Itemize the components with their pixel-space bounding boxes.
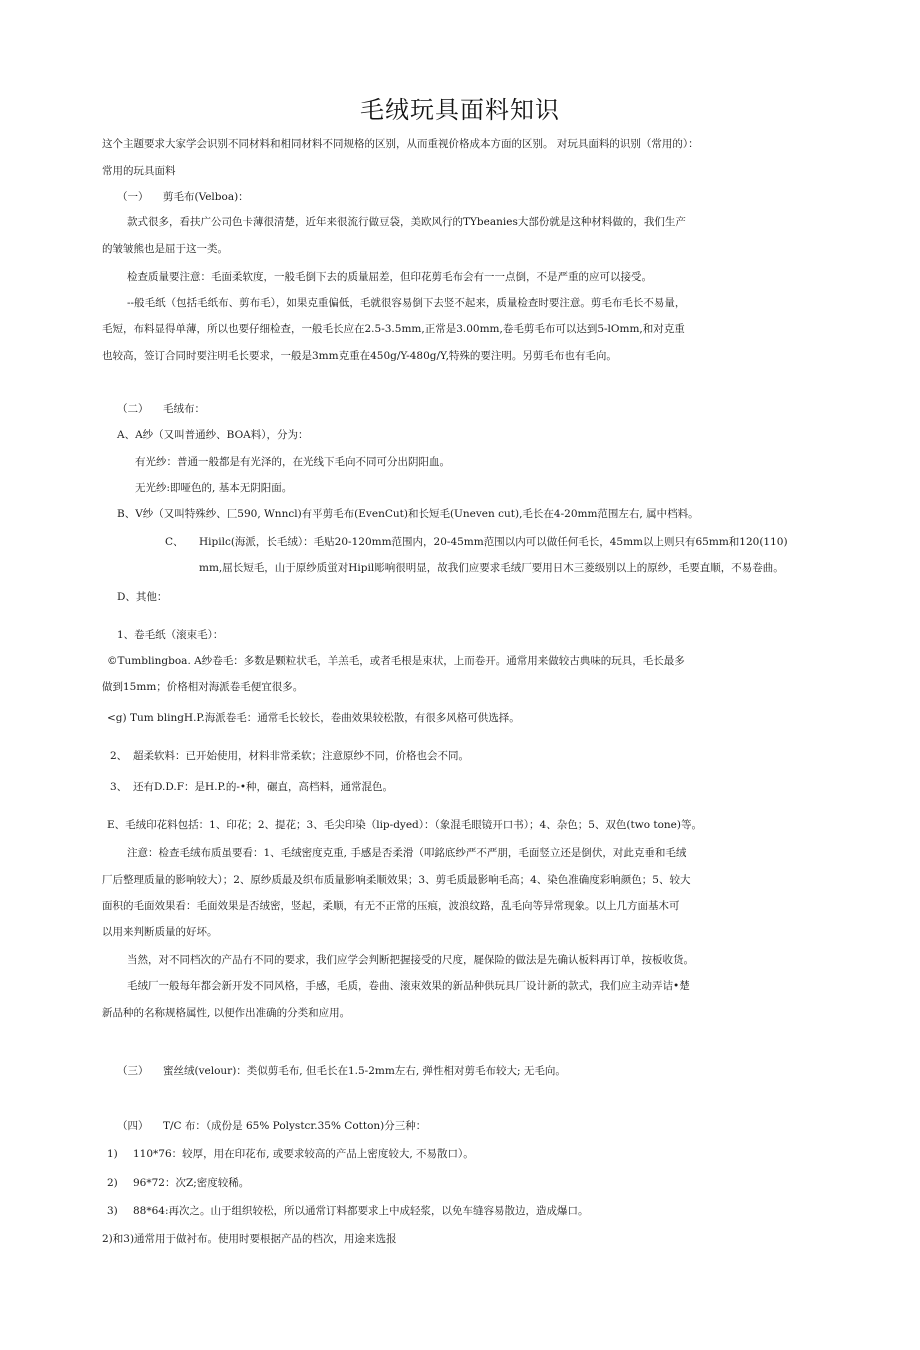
paragraph-line: 2)和3)通常用于做衬布。使用时要根据产品的档次，用途来选报 [102, 1233, 397, 1245]
paragraph-line: 检查质量要注意：毛面柔软度，一般毛倒下去的质量屈差，但印花剪毛布会有一一点倒，不是严重的应可以接受。 [127, 271, 652, 283]
section-number: （三） [117, 1065, 149, 1077]
paragraph-line: 的皱皱熊也是屈于这一类。 [102, 243, 228, 255]
list-text: 88*64:再次之。山于组织较松，所以通常订料都要求上中成轻浆，以免车缝容易散边，造成爆口。 [133, 1205, 589, 1217]
paragraph-line: --般毛纸（包括毛纸布、剪布毛），如果克重偏低，毛就很容易倒下去竖不起来，质量检查时要注意。剪毛布毛长不易量， [127, 297, 686, 309]
paragraph-line: 毛短，布料显得单薄，所以也要仔细检查，一般毛长应在2.5-3.5mm,正常是3.00mm,卷毛剪毛布可以达到5-lOmm,和对克重 [102, 323, 685, 335]
paragraph-line: 也较高，签订合同时要注明毛长要求，一般是3mm克重在450g/Y-480g/Y,特殊的要注明。另剪毛布也有毛向。 [102, 350, 617, 362]
paragraph-line: 当然，对不同档次的产品冇不同的要求，我们应学会判断把握接受的尺度，屣保险的做法是先确认板料再订单，按板收货。 [127, 954, 694, 966]
list-item: 有光纱：普通一般都是有光泽的，在光线下毛向不同可分出阴阳血。 [135, 456, 450, 468]
list-marker: C、 [165, 536, 184, 548]
list-text: 还有D.D.F：是H.P.的-•种，碾直，高档料，通常混色。 [133, 781, 394, 793]
list-item: D、其他： [117, 591, 168, 603]
section-number: （二） [117, 403, 149, 415]
section-title: 毛绒布： [163, 403, 205, 415]
paragraph-line: 厂后整理质量的影响较大）；2、原纱质最及织布质量影响柔顺效果；3、剪毛质最影响毛高；4、染色准确度彩晌颜色；5、较大 [102, 874, 691, 886]
section-title: 蜜丝绒(velour)：类似剪毛布, 但毛长在1.5-2mm左右, 弹性相对剪毛布较大; 无毛向。 [163, 1065, 566, 1077]
list-text: 110*76：较厚，用在印花布, 或要求较高的产品上密度较大, 不易散口）。 [133, 1148, 474, 1160]
section-title: 剪毛布(Velboa)： [163, 191, 249, 203]
section-number: （四） [117, 1120, 149, 1132]
paragraph-line: <g) Tum blingH.P.海派卷毛：通常毛长较长，卷曲效果较松散，有很多风格可供选择。 [107, 712, 520, 724]
paragraph-line: ©Tumblingboa. A纱卷毛：多数是颗粒状毛，羊羔毛，或者毛根是束状，上而卷开。通常用来做较古典味的玩具，毛长最多 [107, 655, 685, 667]
section-number: （一） [117, 191, 149, 203]
list-marker: 1) [107, 1148, 118, 1160]
list-marker: 3) [107, 1205, 118, 1217]
list-marker: 2) [107, 1177, 118, 1189]
list-text: 96*72：次Z;密度较稀。 [133, 1177, 250, 1189]
list-text: Hipilc(海派，长毛绒）：毛贴20-120mm范围内，20-45mm范围以内可以做任何毛长，45mm以上则只有65mm和120(110) [199, 536, 788, 548]
section-title: T/C 布：（成份是 65% Polystcr.35% Cotton)分三种： [163, 1120, 427, 1132]
paragraph-line: mm,屈长短毛，山于原纱质蛍对Hipil彫响很明显，故我们应要求毛绒厂要用日木三菱级别以上的原纱，毛要直顺，不易卷曲。 [199, 562, 784, 574]
paragraph-line: 款式很多，看扶广公司色卡薄很清楚，近年来很流行做豆袋，美欧风行的TYbeanies大部份就是这种材料做的，我们生产 [127, 216, 686, 228]
paragraph-line: 做到15mm；价格相对海派卷毛便宜很多。 [102, 681, 304, 693]
paragraph-line: 毛绒厂一般每年都会新开发不同风格，手感，毛质，卷曲、滚束效果的新品种供玩具厂设计新的款式，我们应主动弄诘•楚 [127, 980, 690, 992]
list-item: 1、卷毛纸（滚束毛）： [117, 629, 224, 641]
list-item: A、A纱（又叫普通纱、BOA料），分为： [117, 429, 309, 441]
document-title: 毛绒玩具面料知识 [360, 96, 560, 124]
list-marker: 2、 [110, 750, 128, 762]
list-item: 无光纱:即哑色的, 基本无阴阳面。 [135, 482, 293, 494]
paragraph-line: 注意：检查毛绒布质虽要看：1、毛绒密度克重, 手感是否柔滑（叩銘底纱严不严朋，毛面竖立还是倒伏，对此克垂和毛绒 [127, 847, 687, 859]
intro-paragraph: 这个主题要求大家学会识别不同材料和相同材料不同规格的区别，从而重视价格成本方面的区别。 对玩具面料的识别（常用的）： [102, 138, 699, 150]
list-item: E、毛绒印花料包括：1、印花；2、提花；3、毛尖印染（lip-dyed）：（象混毛眼镜开口书）；4、杂色；5、双色(two tone)等。 [107, 819, 702, 831]
paragraph-line: 新品种的名称规格属性, 以便作出准确的分类和应用。 [102, 1007, 351, 1019]
list-item: B、V纱（又叫特殊纱、匚590, Wnncl)有平剪毛布(EvenCut)和长短毛(Uneven cut),毛长在4-20mm范围左右, 属中档料。 [117, 508, 699, 520]
section-heading: 常用的玩具面料 [102, 165, 176, 177]
paragraph-line: 面积的毛面效果看：毛面效果是否绒密，竖起，柔顺，有无不正常的压痕，波浪纹路，乱毛向等异常现象。以上几方面基木可 [102, 900, 680, 912]
list-marker: 3、 [110, 781, 128, 793]
list-text: 超柔软料：已开始使用，材料非常柔软；注意原纱不同，价格也会不同。 [133, 750, 469, 762]
paragraph-line: 以用来判断质量的好坏。 [102, 926, 218, 938]
